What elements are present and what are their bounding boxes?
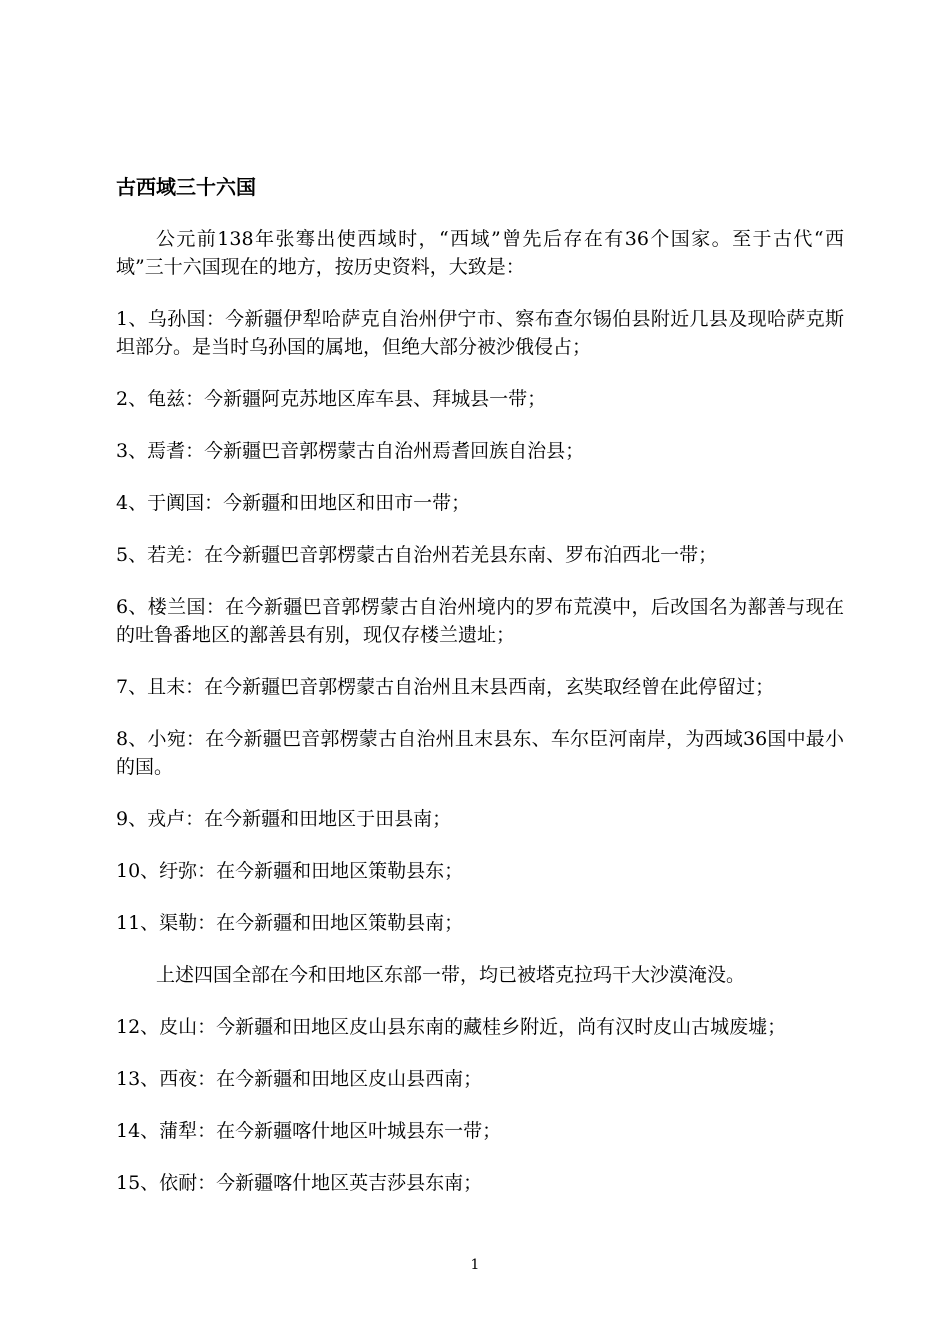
list-item-yutian: 4、于阗国：今新疆和田地区和田市一带； [116, 492, 471, 514]
list-item-xiaowan: 8、小宛：在今新疆巴音郭楞蒙古自治州且末县东、车尔臣河南岸，为西域36国中最小的国。 [116, 728, 844, 778]
page-number: 1 [470, 1257, 480, 1273]
summary-paragraph: 上述四国全部在今和田地区东部一带，均已被塔克拉玛干大沙漠淹没。 [156, 964, 746, 986]
list-item-qiuci: 2、龟兹：今新疆阿克苏地区库车县、拜城县一带； [116, 388, 547, 410]
intro-paragraph: 公元前138年张骞出使西域时，“西域”曾先后存在有36个国家。至于古代“西域”三十六国现在的地方，按历史资料，大致是： [116, 228, 844, 278]
list-item-wusun: 1、乌孙国：今新疆伊犁哈萨克自治州伊宁市、察布查尔锡伯县附近几县及现哈萨克斯坦部分。是当时乌孙国的属地，但绝大部分被沙俄侵占； [116, 308, 844, 358]
document-title: 古西域三十六国 [116, 175, 256, 199]
list-item-yinai: 15、依耐：今新疆喀什地区英吉莎县东南； [116, 1172, 483, 1194]
list-item-qiemo: 7、且末：在今新疆巴音郭楞蒙古自治州且末县西南，玄奘取经曾在此停留过； [116, 676, 775, 698]
list-item-puli: 14、蒲犁：在今新疆喀什地区叶城县东一带； [116, 1120, 502, 1142]
list-item-qule: 11、渠勒：在今新疆和田地区策勒县南； [116, 912, 464, 934]
list-item-loulan: 6、楼兰国：在今新疆巴音郭楞蒙古自治州境内的罗布荒漠中，后改国名为鄯善与现在的吐鲁番地区的鄯善县有别，现仅存楼兰遗址； [116, 596, 844, 646]
list-item-xiye: 13、西夜：在今新疆和田地区皮山县西南； [116, 1068, 483, 1090]
list-item-ruoqiang: 5、若羌：在今新疆巴音郭楞蒙古自治州若羌县东南、罗布泊西北一带； [116, 544, 718, 566]
list-item-ronglu: 9、戎卢：在今新疆和田地区于田县南； [116, 808, 452, 830]
list-item-pishan: 12、皮山：今新疆和田地区皮山县东南的藏桂乡附近，尚有汉时皮山古城废墟； [116, 1016, 787, 1038]
document-body [116, 172, 844, 1221]
list-item-yumi: 10、纡弥：在今新疆和田地区策勒县东； [116, 860, 464, 882]
list-item-yanqi: 3、焉耆：今新疆巴音郭楞蒙古自治州焉耆回族自治县； [116, 440, 585, 462]
